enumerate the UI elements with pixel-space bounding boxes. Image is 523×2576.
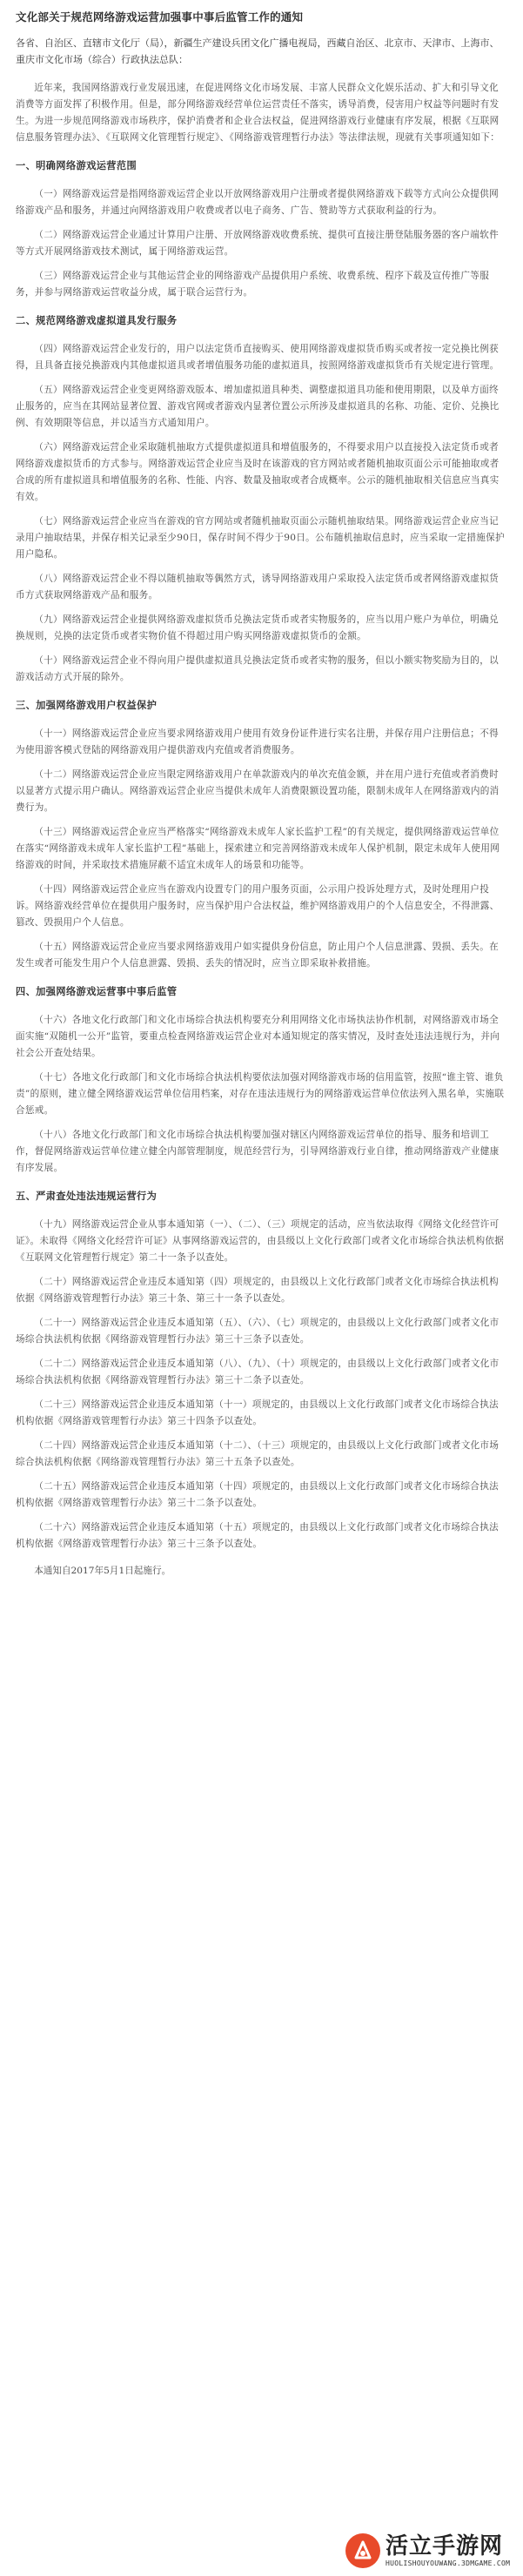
- section-heading: 三、加强网络游戏用户权益保护: [16, 699, 158, 711]
- section-paragraph: （二十）网络游戏运营企业违反本通知第（四）项规定的，由县级以上文化行政部门或者文化市场综合执法机构依据《网络游戏管理暂行办法》第三十条、第三十一条予以查处。: [16, 1277, 499, 1304]
- section-paragraph: （十二）网络游戏运营企业应当限定网络游戏用户在单款游戏内的单次充值金额，并在用户进行充值或者消费时以显著方式提示用户确认。网络游戏运营企业应当提供未成年人消费限额设置功能，限制未成年人在网络游戏内的消费行为。: [16, 769, 500, 813]
- document-addressee: 各省、自治区、直辖市文化厅（局），新疆生产建设兵团文化广播电视局，西藏自治区、北京市、天津市、上海市、重庆市文化市场（综合）行政执法总队：: [16, 37, 500, 65]
- watermark-url: HUOLISHOUYOUWANG.3DMGAME.COM: [386, 2559, 511, 2567]
- section-heading: 一、明确网络游戏运营范围: [16, 159, 137, 171]
- document-title: 文化部关于规范网络游戏运营加强事中事后监管工作的通知: [16, 10, 304, 23]
- section-paragraph: （十七）各地文化行政部门和文化市场综合执法机构要依法加强对网络游戏市场的信用监管，按照“谁主管、谁负责”的原则，建立健全网络游戏运营单位信用档案，对存在违法违规行为的网络游戏运营单位依法列入黑名单，实施联合惩戒。: [16, 1072, 505, 1116]
- section-heading: 四、加强网络游戏运营事中事后监管: [16, 985, 178, 997]
- document-closing: 本通知自2017年5月1日起施行。: [34, 1566, 171, 1576]
- section-paragraph: （十六）各地文化行政部门和文化市场综合执法机构要充分利用网络文化市场执法协作机制，对网络游戏市场全面实施“双随机一公开”监管，要重点检查网络游戏运营企业对本通知规定的落实情况，及时查处违法违规行为，并向社会公开查处结果。: [16, 1015, 500, 1058]
- section-paragraph: （九）网络游戏运营企业提供网络游戏虚拟货币兑换法定货币或者实物服务的，应当以用户账户为单位，明确兑换规则，兑换的法定货币或者实物价值不得超过用户购买网络游戏虚拟货币的金额。: [16, 614, 499, 641]
- section-paragraph: （二十三）网络游戏运营企业违反本通知第（十一）项规定的，由县级以上文化行政部门或者文化市场综合执法机构依据《网络游戏管理暂行办法》第三十四条予以查处。: [16, 1399, 499, 1426]
- document-sections: [16, 158, 507, 1553]
- section-paragraph: （一）网络游戏运营是指网络游戏运营企业以开放网络游戏用户注册或者提供网络游戏下载等方式向公众提供网络游戏产品和服务，并通过向网络游戏用户收费或者以电子商务、广告、赞助等方式获取利益的行为。: [16, 189, 499, 216]
- section-paragraph: （三）网络游戏运营企业与其他运营企业的网络游戏产品提供用户系统、收费系统、程序下载及宣传推广等服务，并参与网络游戏运营收益分成，属于联合运营行为。: [16, 271, 490, 298]
- watermark-logo-icon: [345, 2533, 380, 2568]
- section-paragraph: （五）网络游戏运营企业变更网络游戏版本、增加虚拟道具种类、调整虚拟道具功能和使用期限，以及单方面终止服务的，应当在其网站显著位置、游戏官网或者游戏内显著位置公示所涉及虚拟道具的名称、功能、定价、兑换比例、有效期限等信息，并以适当方式通知用户。: [16, 385, 500, 428]
- site-watermark: [345, 2531, 516, 2571]
- section-paragraph: （十八）各地文化行政部门和文化市场综合执法机构要加强对辖区内网络游戏运营单位的指导、服务和培训工作，督促网络游戏运营单位建立健全内部管理制度，规范经营行为，引导网络游戏行业自律，推动网络游戏产业健康有序发展。: [16, 1130, 500, 1173]
- section-paragraph: （八）网络游戏运营企业不得以随机抽取等偶然方式，诱导网络游戏用户采取投入法定货币或者网络游戏虚拟货币方式获取网络游戏产品和服务。: [16, 574, 499, 600]
- watermark-name: 活立手游网: [386, 2532, 504, 2559]
- section-heading: 二、规范网络游戏虚拟道具发行服务: [16, 314, 178, 326]
- section-heading: 五、严肃查处违法违规运营行为: [16, 1190, 158, 1202]
- section-paragraph: （二十六）网络游戏运营企业违反本通知第（十五）项规定的，由县级以上文化行政部门或者文化市场综合执法机构依据《网络游戏管理暂行办法》第三十三条予以查处。: [16, 1522, 499, 1549]
- section-paragraph: （十三）网络游戏运营企业应当严格落实“网络游戏未成年人家长监护工程”的有关规定，提供网络游戏运营单位在落实“网络游戏未成年人家长监护工程”基础上，探索建立和完善网络游戏未成年人保护机制，限定未成年人使用网络游戏的时间，并采取技术措施屏蔽不适宜未成年人的场景和功能等。: [16, 827, 500, 870]
- section-paragraph: （十四）网络游戏运营企业应当在游戏内设置专门的用户服务页面，公示用户投诉处理方式，及时处理用户投诉。网络游戏经营单位在提供用户服务时，应当保护用户合法权益，维护网络游戏用户的个人信息安全，不得泄露、篡改、毁损用户个人信息。: [16, 884, 500, 928]
- section-paragraph: （十九）网络游戏运营企业从事本通知第（一）、（二）、（三）项规定的活动，应当依法取得《网络文化经营许可证》。未取得《网络文化经营许可证》从事网络游戏运营的，由县级以上文化行政部门或者文化市场综合执法机构依据《互联网文化管理暂行规定》第二十一条予以查处。: [16, 1219, 505, 1263]
- section-paragraph: （七）网络游戏运营企业应当在游戏的官方网站或者随机抽取页面公示随机抽取结果。网络游戏运营企业应当记录用户抽取结果，并保存相关记录至少90日，保存时间不得少于90日。公布随机抽取信息时，应当采取一定措施保护用户隐私。: [16, 516, 505, 560]
- section-paragraph: （六）网络游戏运营企业采取随机抽取方式提供虚拟道具和增值服务的，不得要求用户以直接投入法定货币或者网络游戏虚拟货币的方式参与。网络游戏运营企业应当及时在该游戏的官方网站或者随机抽取页面公示可能抽取或者合成的所有虚拟道具和增值服务的名称、性能、内容、数量及抽取或者合成概率。公示的随机抽取相关信息应当真实有效。: [16, 442, 500, 502]
- section-paragraph: （四）网络游戏运营企业发行的，用户以法定货币直接购买、使用网络游戏虚拟货币购买或者按一定兑换比例获得，且具备直接兑换游戏内其他虚拟道具或者增值服务功能的虚拟道具，按照网络游戏虚拟货币有关规定进行管理。: [16, 344, 500, 371]
- section-paragraph: （二十四）网络游戏运营企业违反本通知第（十二）、（十三）项规定的，由县级以上文化行政部门或者文化市场综合执法机构依据《网络游戏管理暂行办法》第三十五条予以查处。: [16, 1440, 500, 1467]
- section-paragraph: （十五）网络游戏运营企业应当要求网络游戏用户如实提供身份信息，防止用户个人信息泄露、毁损、丢失。在发生或者可能发生用户个人信息泄露、毁损、丢失的情况时，应当立即采取补救措施。: [16, 942, 499, 969]
- section-paragraph: （二十五）网络游戏运营企业违反本通知第（十四）项规定的，由县级以上文化行政部门或者文化市场综合执法机构依据《网络游戏管理暂行办法》第三十二条予以查处。: [16, 1481, 499, 1508]
- section-paragraph: （十一）网络游戏运营企业应当要求网络游戏用户使用有效身份证件进行实名注册，并保存用户注册信息；不得为使用游客模式登陆的网络游戏用户提供游戏内充值或者消费服务。: [16, 728, 499, 755]
- section-paragraph: （十）网络游戏运营企业不得向用户提供虚拟道具兑换法定货币或者实物的服务，但以小额实物奖励为目的，以游戏活动方式开展的除外。: [16, 655, 499, 682]
- section-paragraph: （二十二）网络游戏运营企业违反本通知第（八）、（九）、（十）项规定的，由县级以上文化行政部门或者文化市场综合执法机构依据《网络游戏管理暂行办法》第三十二条予以查处。: [16, 1358, 500, 1385]
- section-paragraph: （二十一）网络游戏运营企业违反本通知第（五）、（六）、（七）项规定的，由县级以上文化行政部门或者文化市场综合执法机构依据《网络游戏管理暂行办法》第三十三条予以查处。: [16, 1318, 500, 1345]
- section-paragraph: （二）网络游戏运营企业通过计算用户注册、开放网络游戏收费系统、提供可直接注册登陆服务器的客户端软件等方式开展网络游戏技术测试，属于网络游戏运营。: [16, 230, 499, 257]
- document-intro: 近年来，我国网络游戏行业发展迅速，在促进网络文化市场发展、丰富人民群众文化娱乐活动、扩大和引导文化消费等方面发挥了积极作用。但是，部分网络游戏经营单位运营责任不落实，诱导消费，侵害用户权益等问题时有发生。为进一步规范网络游戏市场秩序，保护消费者和企业合法权益，促进网络游戏行业健康有序发展，根据《互联网信息服务管理办法》、《互联网文化管理暂行规定》、《网络游戏管理暂行办法》等法律法规，现就有关事项通知如下：: [16, 83, 500, 143]
